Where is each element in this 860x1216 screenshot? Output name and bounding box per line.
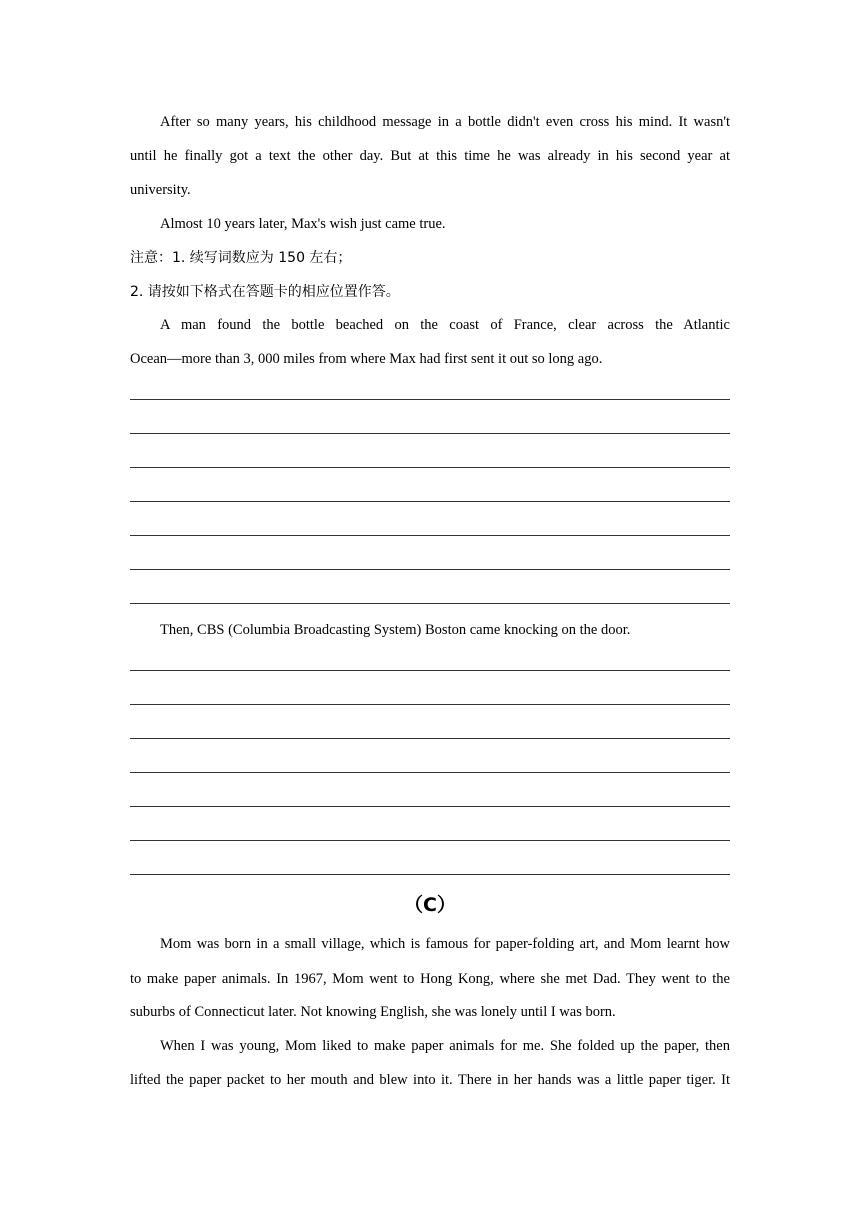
writing-line [130, 603, 730, 604]
prompt-line: Ocean—more than 3, 000 miles from where Max had first sent it out so long ago. [130, 351, 603, 367]
paragraph-line: suburbs of Connecticut later. Not knowing English, she was lonely until I was born. [130, 1004, 616, 1020]
instruction-note: 注意：1. 续写词数应为 150 左右； [130, 250, 352, 266]
paragraph-line: to make paper animals. In 1967, Mom went to Hong Kong, where she met Dad. They went to the [130, 971, 730, 987]
writing-line [130, 704, 730, 705]
paragraph-line: Almost 10 years later, Max's wish just came true. [160, 216, 446, 232]
writing-line [130, 840, 730, 841]
writing-line [130, 670, 730, 671]
instruction-note: 2. 请按如下格式在答题卡的相应位置作答。 [130, 284, 400, 300]
writing-line [130, 569, 730, 570]
prompt-line: A man found the bottle beached on the coast of France, clear across the Atlantic [160, 317, 730, 333]
paragraph-line: university. [130, 182, 191, 198]
paragraph-line: After so many years, his childhood message in a bottle didn't even cross his mind. It wasn't [160, 114, 730, 130]
paragraph-line: Mom was born in a small village, which is famous for paper-folding art, and Mom learnt how [160, 936, 730, 952]
writing-line [130, 501, 730, 502]
writing-line [130, 433, 730, 434]
writing-line [130, 467, 730, 468]
writing-line [130, 874, 730, 875]
writing-line [130, 399, 730, 400]
writing-line [130, 806, 730, 807]
writing-line [130, 738, 730, 739]
writing-line [130, 772, 730, 773]
paragraph-line: until he finally got a text the other day. But at this time he was already in his second year at [130, 148, 730, 164]
section-heading: （C） [404, 894, 456, 916]
paragraph-line: lifted the paper packet to her mouth and blew into it. There in her hands was a little paper tiger. It [130, 1072, 730, 1088]
prompt-line: Then, CBS (Columbia Broadcasting System) Boston came knocking on the door. [160, 622, 631, 638]
paragraph-line: When I was young, Mom liked to make paper animals for me. She folded up the paper, then [160, 1038, 730, 1054]
writing-line [130, 535, 730, 536]
